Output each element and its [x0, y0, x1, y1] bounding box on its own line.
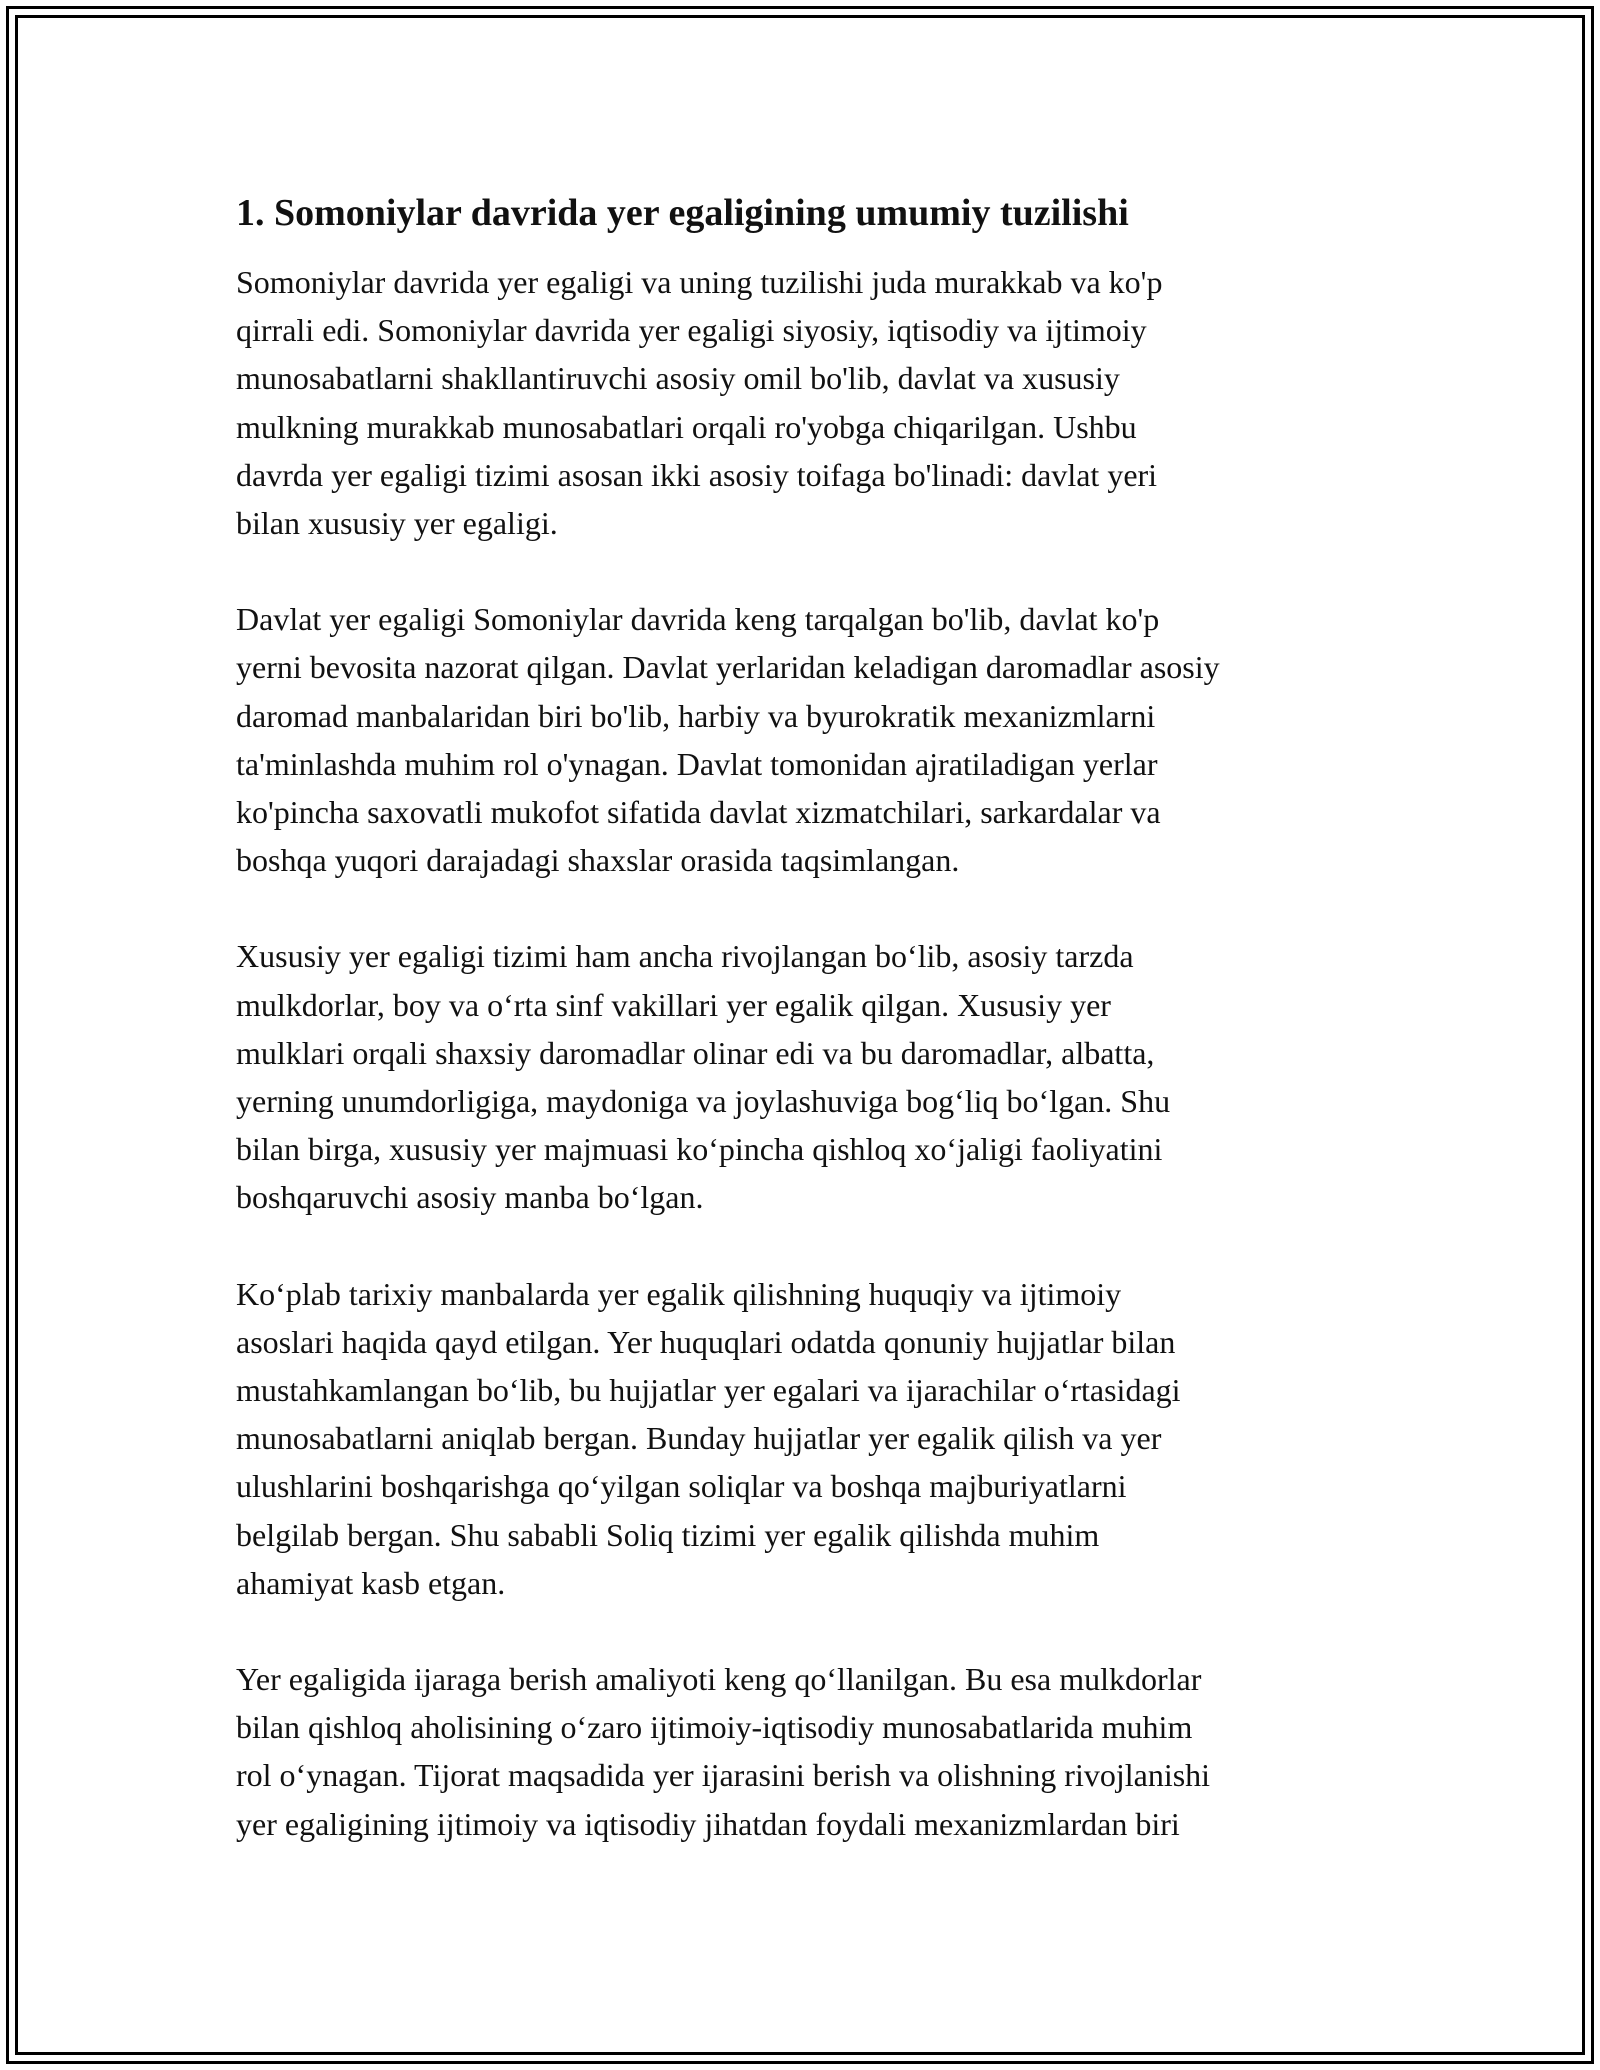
paragraph-line: yerni bevosita nazorat qilgan. Davlat yerlaridan keladigan daromadlar asosiy [236, 649, 1220, 686]
paragraph-line: yer egaligining ijtimoiy va iqtisodiy jihatdan foydali mexanizmlardan biri [236, 1805, 1180, 1842]
paragraph-line: Davlat yer egaligi Somoniylar davrida keng tarqalgan bo'lib, davlat ko'p [236, 601, 1160, 638]
paragraph-line: bilan xususiy yer egaligi. [236, 505, 558, 542]
body-paragraph [236, 1270, 1376, 1607]
paragraph-line: mulkdorlar, boy va o‘rta sinf vakillari yer egalik qilgan. Xususiy yer [236, 986, 1111, 1023]
paragraph-line: boshqa yuqori darajadagi shaxslar orasida taqsimlangan. [236, 842, 960, 879]
paragraph-line: daromad manbalaridan biri bo'lib, harbiy va byurokratik mexanizmlarni [236, 697, 1156, 734]
paragraph-line: yerning unumdorligiga, maydoniga va joylashuviga bog‘liq bo‘lgan. Shu [236, 1083, 1171, 1120]
paragraph-line: ahamiyat kasb etgan. [236, 1564, 506, 1601]
paragraph-line: ko'pincha saxovatli mukofot sifatida davlat xizmatchilari, sarkardalar va [236, 794, 1161, 831]
body-paragraph [236, 1655, 1376, 1848]
paragraph-line: mulkning murakkab munosabatlari orqali ro'yobga chiqarilgan. Ushbu [236, 408, 1137, 445]
body-paragraph [236, 932, 1376, 1221]
paragraph-line: boshqaruvchi asosiy manba bo‘lgan. [236, 1179, 704, 1216]
paragraph-line: Xususiy yer egaligi tizimi ham ancha rivojlangan bo‘lib, asosiy tarzda [236, 938, 1134, 975]
paragraph-line: asoslari haqida qayd etilgan. Yer huquqlari odatda qonuniy hujjatlar bilan [236, 1323, 1176, 1360]
paragraph-line: davrda yer egaligi tizimi asosan ikki asosiy toifaga bo'linadi: davlat yeri [236, 456, 1158, 493]
paragraph-line: mustahkamlangan bo‘lib, bu hujjatlar yer egalari va ijarachilar o‘rtasidagi [236, 1372, 1181, 1409]
paragraph-list [236, 258, 1376, 1848]
paragraph-line: bilan birga, xususiy yer majmuasi ko‘pincha qishloq xo‘jaligi faoliyatini [236, 1131, 1163, 1168]
paragraph-line: qirrali edi. Somoniylar davrida yer egaligi siyosiy, iqtisodiy va ijtimoiy [236, 312, 1147, 349]
body-paragraph [236, 258, 1376, 547]
paragraph-line: Somoniylar davrida yer egaligi va uning tuzilishi juda murakkab va ko'p [236, 264, 1163, 300]
paragraph-line: Yer egaligida ijaraga berish amaliyoti keng qo‘llanilgan. Bu esa mulkdorlar [236, 1661, 1202, 1698]
document-body [236, 188, 1376, 1896]
paragraph-line: rol o‘ynagan. Tijorat maqsadida yer ijarasini berish va olishning rivojlanishi [236, 1757, 1211, 1794]
paragraph-line: bilan qishloq aholisining o‘zaro ijtimoiy-iqtisodiy munosabatlarida muhim [236, 1709, 1193, 1746]
paragraph-line: mulklari orqali shaxsiy daromadlar olinar edi va bu daromadlar, albatta, [236, 1034, 1155, 1071]
section-heading: 1. Somoniylar davrida yer egaligining umumiy tuzilishi [236, 192, 1129, 234]
paragraph-line: munosabatlarni aniqlab bergan. Bunday hujjatlar yer egalik qilish va yer [236, 1420, 1162, 1457]
paragraph-line: belgilab bergan. Shu sababli Soliq tizimi yer egalik qilishda muhim [236, 1516, 1100, 1553]
body-paragraph [236, 595, 1376, 884]
paragraph-line: ta'minlashda muhim rol o'ynagan. Davlat tomonidan ajratiladigan yerlar [236, 745, 1158, 782]
paragraph-line: Ko‘plab tarixiy manbalarda yer egalik qilishning huquqiy va ijtimoiy [236, 1275, 1122, 1312]
paragraph-line: munosabatlarni shakllantiruvchi asosiy omil bo'lib, davlat va xususiy [236, 360, 1120, 397]
paragraph-line: ulushlarini boshqarishga qo‘yilgan soliqlar va boshqa majburiyatlarni [236, 1468, 1127, 1505]
